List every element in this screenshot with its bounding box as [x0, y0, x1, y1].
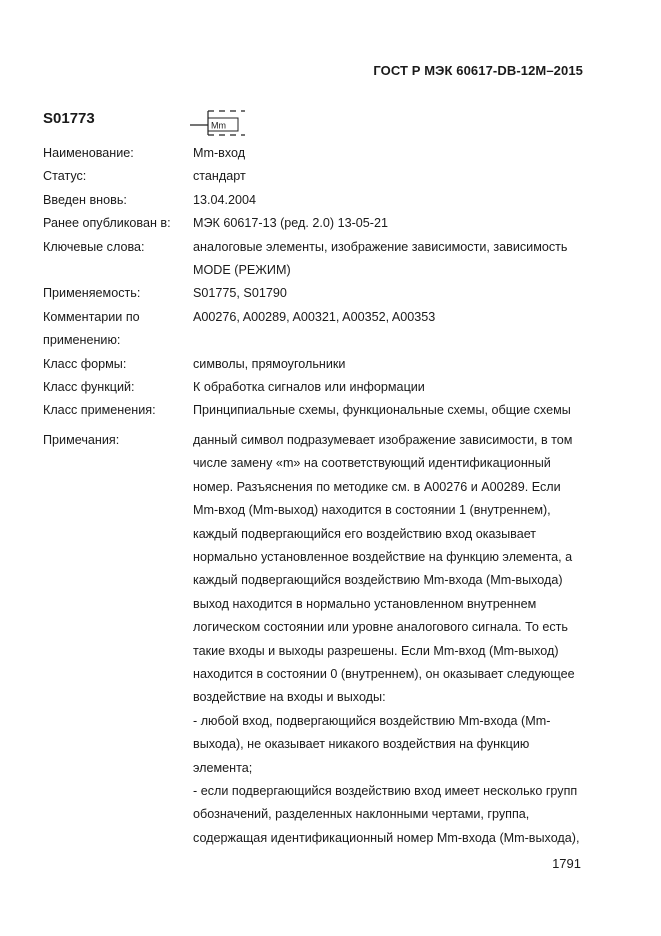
notes-line: элемента; [193, 760, 253, 775]
field-label: Применяемость: [43, 286, 141, 301]
field-value: символы, прямоугольники [193, 356, 346, 371]
field-row [43, 353, 613, 376]
field-row [43, 282, 613, 305]
field-row [43, 236, 613, 283]
field-value: К обработка сигналов или информации [193, 380, 425, 395]
notes-line: числе замену «m» на соответствующий идентификационный [193, 456, 551, 471]
field-value: S01775, S01790 [193, 286, 287, 301]
field-value: Принципиальные схемы, функциональные схемы, общие схемы [193, 403, 571, 418]
field-label: Класс формы: [43, 356, 127, 371]
notes-line: каждый подвергающийся воздействию Mm-входа (Mm-выхода) [193, 573, 563, 588]
notes-line: нормально установленное воздействие на функцию элемента, а [193, 549, 573, 564]
notes-line: такие входы и выходы разрешены. Если Mm-вход (Mm-выход) [193, 643, 559, 658]
field-label-line: применению: [43, 333, 121, 348]
field-value-line: MODE (РЕЖИМ) [193, 263, 291, 278]
notes-line: номер. Разъяснения по методике см. в A00276 и A00289. Если [193, 479, 561, 494]
page-number: 1791 [552, 856, 581, 871]
field-value: МЭК 60617-13 (ред. 2.0) 13-05-21 [193, 216, 388, 231]
notes-text [193, 429, 613, 850]
field-row [43, 399, 613, 422]
symbol-code: S01773 [43, 110, 95, 127]
field-label: Ранее опубликован в: [43, 216, 171, 231]
notes-line: - если подвергающийся воздействию вход имеет несколько групп [193, 783, 578, 798]
field-value: A00276, A00289, A00321, A00352, A00353 [193, 309, 436, 324]
notes-line: находится в состоянии 0 (внутреннем), он оказывает следующее [193, 666, 575, 681]
field-value: стандарт [193, 169, 246, 184]
notes-line: выход находится в нормально установленном внутреннем [193, 596, 537, 611]
notes-line: содержащая идентификационный номер Mm-входа (Mm-выхода), [193, 830, 580, 845]
field-row [43, 376, 613, 399]
field-row [43, 165, 613, 188]
field-label-line: Комментарии по [43, 309, 140, 324]
notes-line: логическом состоянии или уровне аналогового сигнала. То есть [193, 620, 568, 635]
notes-label: Примечания: [43, 432, 120, 447]
field-row [43, 212, 613, 235]
field-value [193, 236, 613, 283]
field-label: Ключевые слова: [43, 239, 145, 254]
field-value: Mm-вход [193, 146, 246, 160]
field-label: Наименование: [43, 146, 134, 160]
field-row [43, 306, 613, 353]
field-label: Класс функций: [43, 380, 135, 395]
field-label: Введен вновь: [43, 192, 127, 207]
notes-line: воздействие на входы и выходы: [193, 690, 386, 705]
field-value-line: аналоговые элементы, изображение зависимости, зависимость [193, 239, 568, 254]
field-row [43, 142, 613, 165]
field-label: Класс применения: [43, 403, 156, 418]
notes-line: - любой вход, подвергающийся воздействию Mm-входа (Mm- [193, 713, 551, 728]
symbol-label: Mm [211, 120, 226, 131]
notes-line: каждый подвергающийся его воздействию вход оказывает [193, 526, 537, 541]
field-label: Статус: [43, 169, 87, 184]
attribute-list [43, 142, 613, 850]
notes-line: выхода), не оказывает никакого воздействия на функцию [193, 737, 530, 752]
notes-line: обозначений, разделенных наклонными чертами, группа, [193, 807, 530, 822]
notes-line: Mm-вход (Mm-выход) находится в состоянии 1 (внутреннем), [193, 503, 551, 518]
notes-row [43, 429, 613, 850]
field-row [43, 189, 613, 212]
field-value: 13.04.2004 [193, 192, 257, 207]
notes-line: данный символ подразумевает изображение зависимости, в том [193, 432, 573, 447]
standard-header: ГОСТ Р МЭК 60617-DB-12M–2015 [373, 63, 583, 78]
field-label [43, 306, 193, 353]
mm-input-symbol [190, 108, 250, 136]
